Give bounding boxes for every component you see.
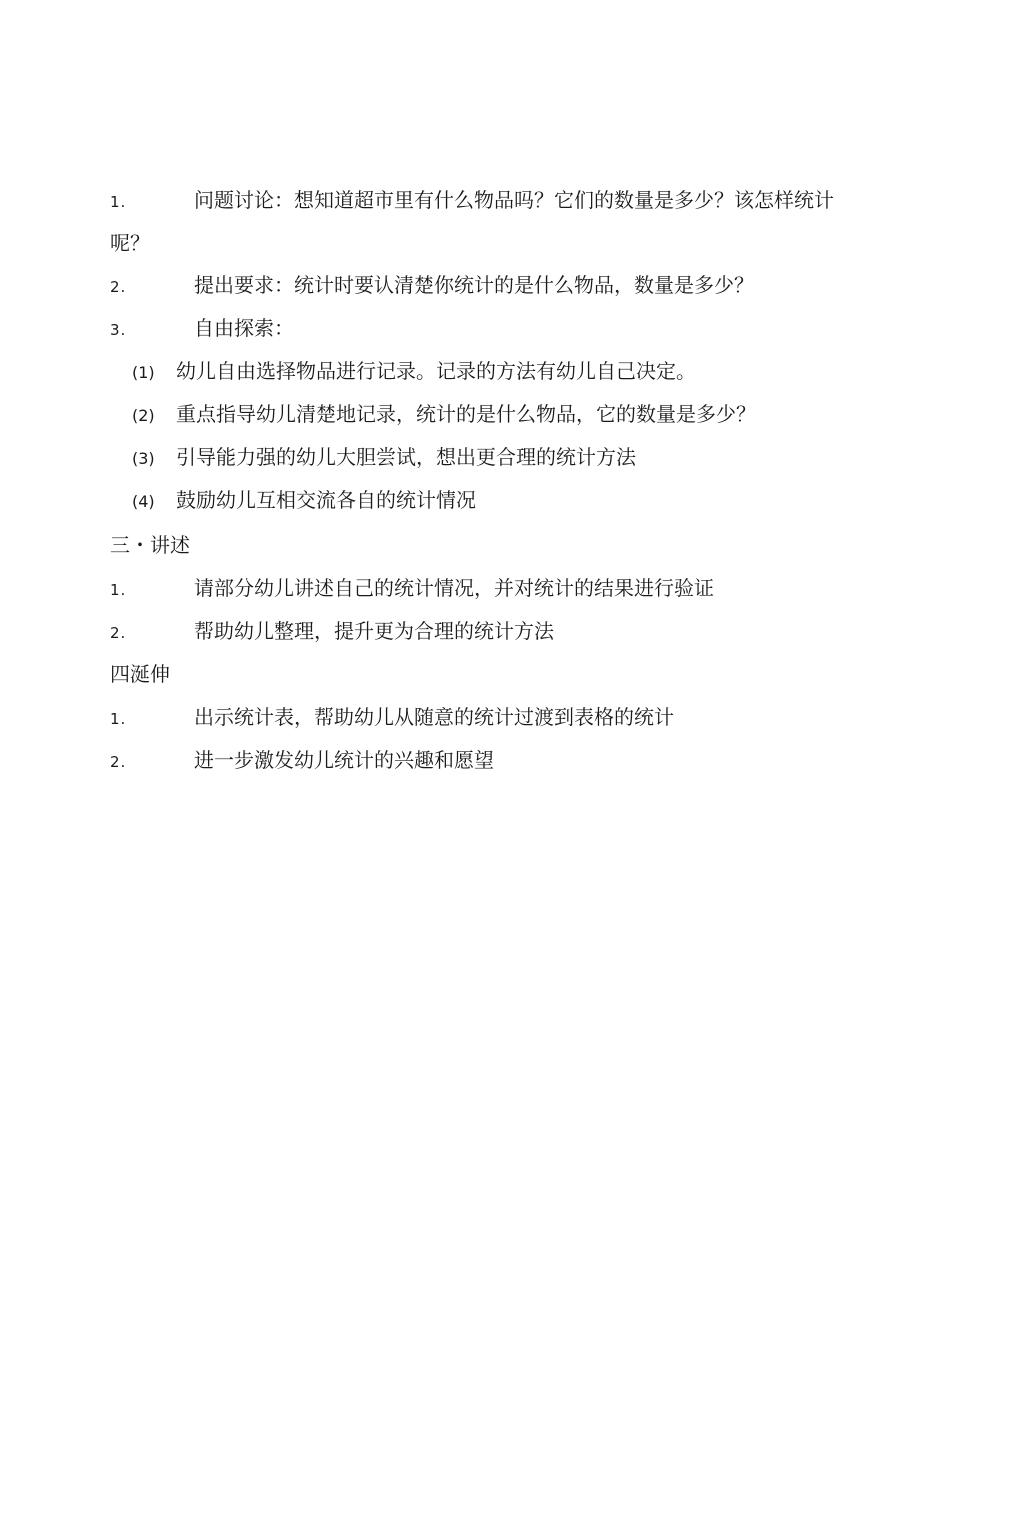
sub-item-number: (2) bbox=[132, 406, 155, 425]
sub-item-number: (3) bbox=[132, 449, 155, 468]
list-item bbox=[110, 271, 754, 301]
sub-item-number: (4) bbox=[132, 492, 155, 511]
list-item bbox=[110, 186, 834, 216]
item-number: 2. bbox=[110, 624, 127, 642]
list-item-continuation bbox=[110, 229, 150, 257]
section-heading bbox=[110, 531, 190, 559]
item-text: 呢？ bbox=[110, 231, 150, 255]
item-text: 提出要求：统计时要认清楚你统计的是什么物品，数量是多少？ bbox=[194, 273, 754, 297]
item-text: 引导能力强的幼儿大胆尝试，想出更合理的统计方法 bbox=[176, 445, 636, 469]
item-text: 鼓励幼儿互相交流各自的统计情况 bbox=[176, 488, 476, 512]
item-number: 3. bbox=[110, 321, 127, 339]
list-item bbox=[110, 703, 674, 733]
heading-text: 三・讲述 bbox=[110, 533, 190, 557]
item-text: 进一步激发幼儿统计的兴趣和愿望 bbox=[194, 748, 494, 772]
section-heading bbox=[110, 660, 170, 688]
item-number: 1. bbox=[110, 193, 127, 211]
sub-list-item bbox=[132, 357, 696, 387]
heading-text: 四涎伸 bbox=[110, 662, 170, 686]
sub-list-item bbox=[132, 443, 636, 473]
item-text: 出示统计表，帮助幼儿从随意的统计过渡到表格的统计 bbox=[194, 705, 674, 729]
item-text: 请部分幼儿讲述自己的统计情况，并对统计的结果进行验证 bbox=[194, 576, 714, 600]
sub-list-item bbox=[132, 400, 756, 430]
list-item bbox=[110, 314, 294, 344]
sub-list-item bbox=[132, 486, 476, 516]
item-text: 问题讨论：想知道超市里有什么物品吗？它们的数量是多少？该怎样统计 bbox=[194, 188, 834, 212]
item-number: 1. bbox=[110, 581, 127, 599]
list-item bbox=[110, 617, 554, 647]
item-text: 重点指导幼儿清楚地记录，统计的是什么物品，它的数量是多少？ bbox=[176, 402, 756, 426]
sub-item-number: (1) bbox=[132, 363, 155, 382]
item-text: 自由探索： bbox=[194, 316, 294, 340]
item-number: 2. bbox=[110, 278, 127, 296]
item-text: 帮助幼儿整理，提升更为合理的统计方法 bbox=[194, 619, 554, 643]
list-item bbox=[110, 574, 714, 604]
item-text: 幼儿自由选择物品进行记录。记录的方法有幼儿自己决定。 bbox=[176, 359, 696, 383]
item-number: 2. bbox=[110, 753, 127, 771]
list-item bbox=[110, 746, 494, 776]
item-number: 1. bbox=[110, 710, 127, 728]
